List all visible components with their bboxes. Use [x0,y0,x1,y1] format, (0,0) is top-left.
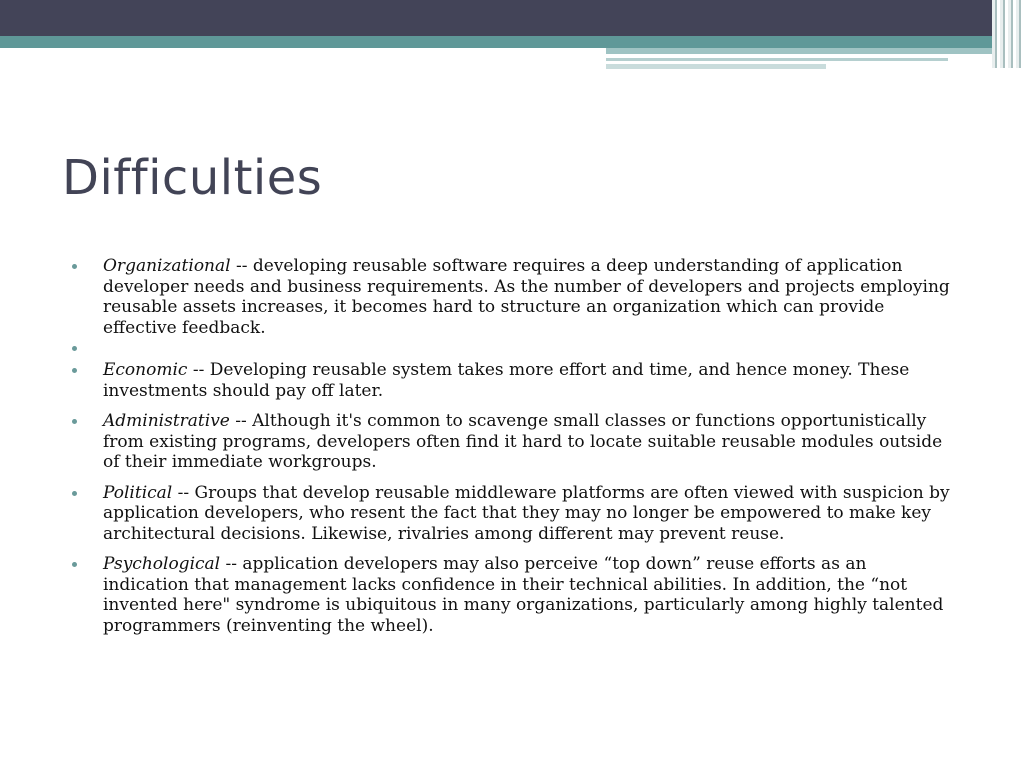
bullet-text: -- Groups that develop reusable middleware platforms are often viewed with suspicion by application developers, who resent the fact that they may no longer be empowered to make key architectural decisions. Likewise, rivalries among different may prevent reuse. [103,482,950,544]
bullet-item-political [72,483,957,545]
header-accent-line-short [606,64,826,69]
bullet-dot-icon [72,419,77,424]
header-band-teal [0,36,1024,48]
bullet-dot-icon [72,346,77,351]
bullet-item-economic [72,360,957,401]
bullet-term: Organizational [103,256,231,276]
bullet-dot-icon [72,264,77,269]
header-accent-line [606,58,948,61]
bullet-item-organizational [72,256,957,338]
header-stripes [992,0,1024,68]
header-band-dark [0,0,1024,36]
bullet-dot-icon [72,368,77,373]
bullet-list [72,256,957,636]
bullet-text: -- application developers may also perceive “top down” reuse efforts as an indication that management lacks confidence in their technical abilities. In addition, the “not invented here" syndrome is ubiquitous in many organizations, particularly among highly talented programmers (reinventing the wheel). [103,554,944,636]
bullet-item-empty [72,338,957,358]
bullet-item-administrative [72,411,957,473]
header-band-light-teal [606,48,1024,54]
slide-title: Difficulties [62,150,323,206]
bullet-dot-icon [72,491,77,496]
bullet-text: -- developing reusable software requires a deep understanding of application developer needs and business requirements. As the number of developers and projects employing reusable assets increases, it becomes hard to structure an organization which can provide effective feedback. [103,256,950,338]
bullet-term: Political [103,482,173,503]
bullet-dot-icon [72,562,77,567]
bullet-term: Psychological [103,554,221,574]
bullet-text: -- Developing reusable system takes more effort and time, and hence money. These investments should pay off later. [103,360,910,401]
bullet-term: Administrative [103,411,230,431]
bullet-term: Economic [103,360,188,380]
bullet-text: -- Although it's common to scavenge small classes or functions opportunistically from existing programs, developers often find it hard to locate suitable reusable modules outside of their immediate workgroups. [103,411,943,472]
bullet-item-psychological [72,554,957,636]
